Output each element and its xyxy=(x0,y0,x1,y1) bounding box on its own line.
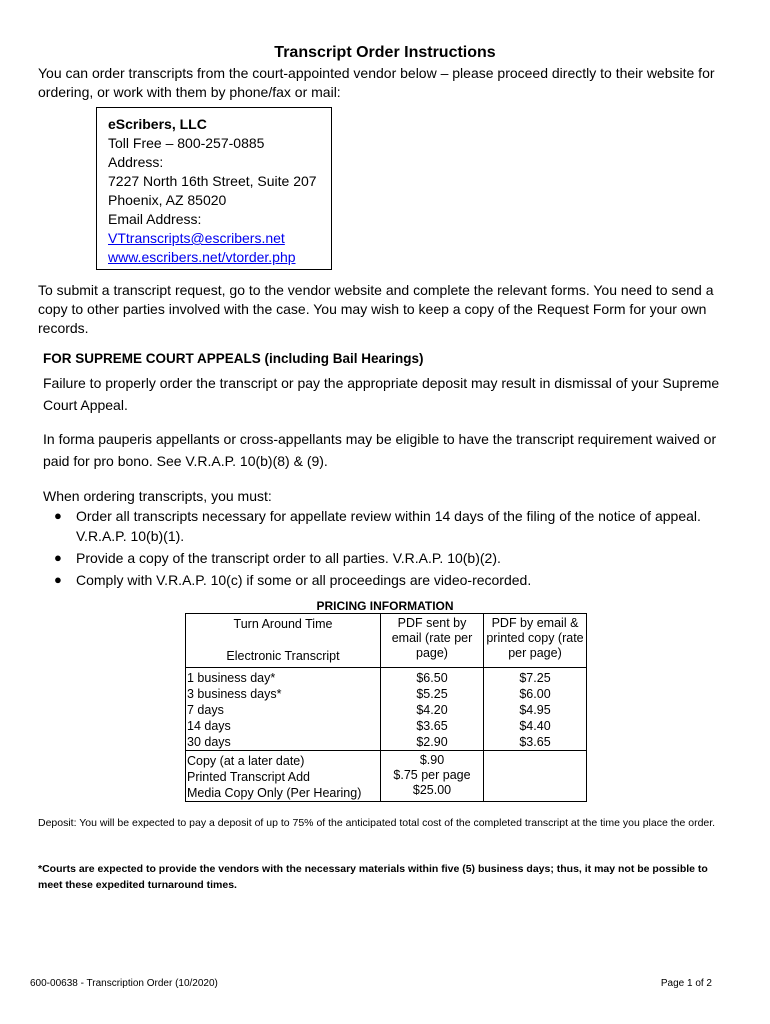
extra-price: $.75 per page xyxy=(393,768,471,782)
vendor-phone: Toll Free – 800-257-0885 xyxy=(108,135,265,151)
turnaround-label: Turn Around Time xyxy=(233,617,333,631)
extra-label: Printed Transcript Add xyxy=(187,770,310,784)
bullet-icon: ● xyxy=(54,508,62,523)
expedited-note: *Courts are expected to provide the vendors with the necessary materials within five (5) business days; thus, it may not be possible to meet these expedited turnaround times. xyxy=(38,863,708,891)
pdf-email-header: PDF sent by email (rate per page) xyxy=(381,614,484,668)
vendor-name: eScribers, LLC xyxy=(108,116,207,132)
table-row xyxy=(186,751,587,802)
pdf-printed-header: PDF by email & printed copy (rate per page) xyxy=(484,614,587,668)
bullet-icon: ● xyxy=(54,572,62,587)
pricing-table xyxy=(185,613,587,802)
forma-pauperis-note: In forma pauperis appellants or cross-appellants may be eligible to have the transcript requirement waived or paid for pro bono. See V.R.A.P. 10(b)(8) & (9). xyxy=(43,431,717,469)
list-item: ● Provide a copy of the transcript order to all parties. V.R.A.P. 10(b)(2). xyxy=(54,550,501,566)
printed-rate: $4.95 xyxy=(519,703,551,717)
supreme-court-heading: FOR SUPREME COURT APPEALS (including Bail Hearings) xyxy=(43,351,424,366)
vendor-website-link[interactable]: www.escribers.net/vtorder.php xyxy=(108,249,296,265)
extra-label: Media Copy Only (Per Hearing) xyxy=(187,786,362,800)
printed-rate: $7.25 xyxy=(519,671,551,685)
form-number: 600-00638 - Transcription Order (10/2020) xyxy=(30,978,218,989)
turnaround-label-item: 1 business day* xyxy=(187,671,276,685)
ordering-requirements-intro: When ordering transcripts, you must: xyxy=(43,488,272,504)
turnaround-labels-cell xyxy=(186,668,381,751)
submit-instructions: To submit a transcript request, go to the vendor website and complete the relevant forms. You need to send a copy to other parties involved with the case. You may wish to keep a copy of the Request Form for your own records. xyxy=(38,282,714,336)
extra-price: $.90 xyxy=(419,753,445,767)
extra-label: Copy (at a later date) xyxy=(187,754,305,768)
email-rate: $5.25 xyxy=(416,687,448,701)
vendor-address-label: Address: xyxy=(108,154,164,170)
pricing-heading: PRICING INFORMATION xyxy=(316,599,454,613)
turnaround-label-item: 3 business days* xyxy=(187,687,282,701)
vendor-street: 7227 North 16th Street, Suite 207 xyxy=(108,173,317,189)
table-row xyxy=(186,668,587,751)
turnaround-label-item: 14 days xyxy=(187,719,231,733)
intro-paragraph: You can order transcripts from the court-appointed vendor below – please proceed directly to their website for ordering, or work with them by phone/fax or mail: xyxy=(38,65,715,100)
email-rate: $6.50 xyxy=(416,671,448,685)
failure-warning: Failure to properly order the transcript or pay the appropriate deposit may result in dismissal of your Supreme Court Appeal. xyxy=(43,375,720,413)
deposit-note: Deposit: You will be expected to pay a deposit of up to 75% of the anticipated total cost of the completed transcript at the time you place the order. xyxy=(38,817,716,829)
vendor-contact-box xyxy=(96,107,332,270)
turnaround-label-item: 7 days xyxy=(187,703,224,717)
list-item: ● Order all transcripts necessary for appellate review within 14 days of the filing of the notice of appeal. V.R.A.P. 10(b)(1). xyxy=(54,508,701,544)
printed-rates-cell xyxy=(484,668,587,751)
list-item: ● Comply with V.R.A.P. 10(c) if some or all proceedings are video-recorded. xyxy=(54,572,532,588)
turnaround-header-cell xyxy=(186,614,381,668)
email-rate: $3.65 xyxy=(416,719,448,733)
printed-rate: $6.00 xyxy=(519,687,551,701)
extra-price: $25.00 xyxy=(412,783,452,797)
printed-rate: $4.40 xyxy=(519,719,551,733)
page-title: Transcript Order Instructions xyxy=(274,44,496,61)
page-number: Page 1 of 2 xyxy=(660,978,712,989)
vendor-city: Phoenix, AZ 85020 xyxy=(108,192,227,208)
bullet-icon: ● xyxy=(54,550,62,565)
printed-rate: $3.65 xyxy=(519,735,551,749)
vendor-email-link[interactable]: VTtranscripts@escribers.net xyxy=(108,230,285,246)
extras-empty-cell xyxy=(484,751,587,802)
email-rate: $2.90 xyxy=(416,735,448,749)
turnaround-label-item: 30 days xyxy=(187,735,231,749)
vendor-email-label: Email Address: xyxy=(108,211,202,227)
email-rates-cell xyxy=(381,668,484,751)
table-header-row xyxy=(186,614,587,668)
email-rate: $4.20 xyxy=(416,703,448,717)
requirements-list xyxy=(48,506,728,592)
extras-prices-cell xyxy=(381,751,484,802)
extras-labels-cell xyxy=(186,751,381,802)
electronic-transcript-label: Electronic Transcript xyxy=(226,649,340,663)
